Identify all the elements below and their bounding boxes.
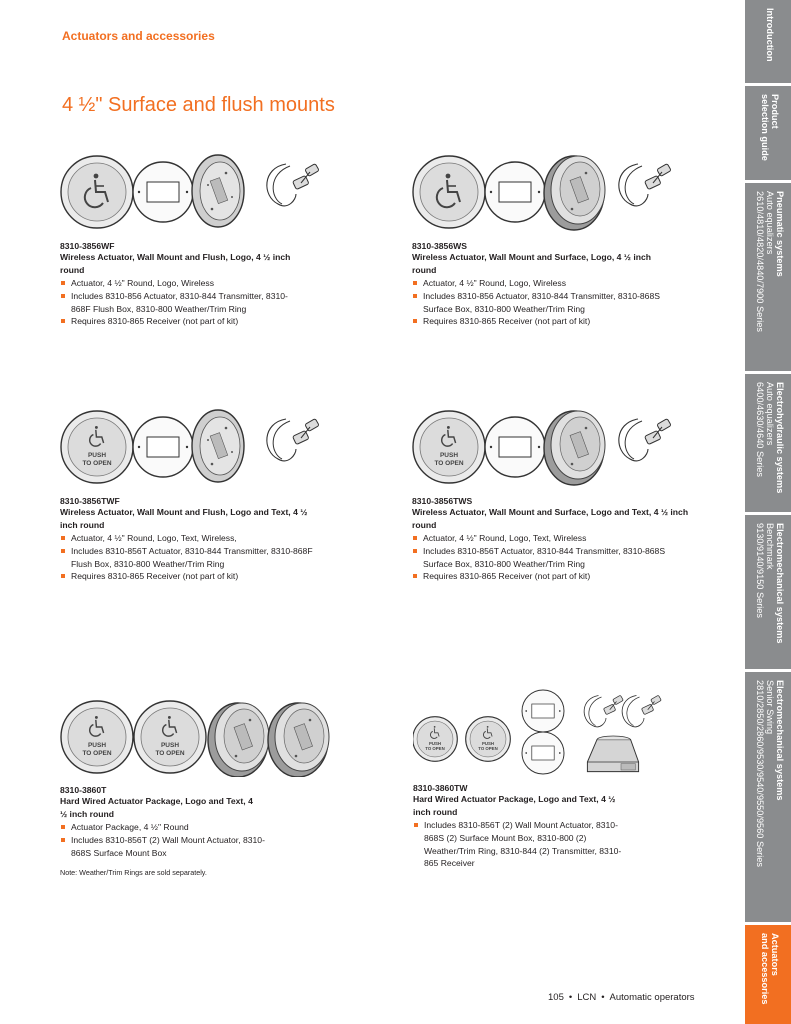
flush-box-image (192, 155, 244, 227)
product-description: Wireless Actuator, Wall Mount and Surface, Logo and Text, 4 ½ inch round (412, 507, 689, 530)
page-number: 105 (548, 992, 564, 1003)
surface-box-image (544, 156, 605, 230)
surface-box-image (544, 411, 605, 485)
svg-text:PUSH: PUSH (160, 742, 180, 749)
feature-item: Actuator, 4 ½" Round, Logo, Wireless (60, 277, 360, 290)
feature-item: Actuator, 4 ½" Round, Logo, Text, Wireless (412, 532, 712, 545)
feature-item: Requires 8310-865 Receiver (not part of kit) (412, 315, 712, 328)
product-images (412, 152, 712, 232)
note-text: Note: Weather/Trim Rings are sold separately. (60, 868, 207, 878)
svg-text:TO OPEN: TO OPEN (82, 460, 112, 467)
product-illustration (60, 407, 320, 487)
feature-item: Actuator, 4 ½" Round, Logo, Text, Wireless, (60, 532, 360, 545)
section-label: Actuators and accessories (62, 29, 215, 43)
trim-ring-image (522, 732, 564, 774)
product-images (413, 686, 713, 777)
product-images (412, 407, 712, 487)
separator: • (568, 992, 573, 1003)
product-number: 8310-3856WS (412, 241, 467, 251)
surface-box-image (208, 703, 269, 777)
tab-electrohydraulic-systems[interactable] (745, 374, 791, 512)
feature-item: Includes 8310-856T Actuator, 8310-844 Transmitter, 8310-868S Surface Box, 8310-800 Weather/Trim Ring (412, 545, 674, 570)
trim-ring-image (485, 162, 545, 222)
product-description: Wireless Actuator, Wall Mount and Flush, Logo, 4 ½ inch round (60, 252, 291, 275)
trim-ring-image (485, 417, 545, 477)
trim-ring-image (133, 417, 193, 477)
tab-subtitle: 2810/2850/2860/9530/9540/9550/9560 Series (754, 680, 765, 867)
feature-item: Requires 8310-865 Receiver (not part of kit) (60, 315, 360, 328)
product-features (412, 277, 712, 328)
logo-text-button-image (61, 411, 133, 483)
tab-subtitle: Auto equalizers (764, 382, 775, 446)
tab-product-selection-guide[interactable] (745, 86, 791, 180)
product-number: 8310-3856WF (60, 241, 115, 251)
tab-title: Pneumatic systems (775, 191, 785, 277)
tab-title: Electrohydraulic systems (775, 382, 785, 494)
product-features (412, 532, 712, 583)
product-illustration (60, 152, 320, 232)
tab-subtitle: Auto equalizers (764, 191, 775, 255)
transmitter-image (622, 695, 661, 727)
separator: • (601, 992, 605, 1003)
product-images (60, 697, 360, 777)
logo-button-image (61, 156, 133, 228)
transmitter-image (267, 164, 319, 206)
product-description: Wireless Actuator, Wall Mount and Flush, Logo and Text, 4 ½ inch round (60, 507, 308, 530)
tab-pneumatic-systems[interactable] (745, 183, 791, 371)
product-images (60, 152, 360, 232)
tab-subtitle: 6400/4630/4640 Series (754, 382, 765, 478)
feature-item: Actuator Package, 4 ½" Round (60, 821, 360, 834)
product-8310-3856tws (412, 407, 712, 583)
product-number: 8310-3856TWF (60, 496, 120, 506)
product-features (60, 532, 360, 583)
tab-title: Electromechanical systems (775, 523, 785, 644)
feature-item: Includes 8310-856 Actuator, 8310-844 Transmitter, 8310-868F Flush Box, 8310-800 Weather/Trim Ring (60, 290, 305, 315)
svg-text:PUSH: PUSH (428, 741, 442, 747)
tab-title: Introduction (765, 8, 775, 62)
tab-subtitle: Benchmark (764, 523, 775, 570)
feature-item: Actuator, 4 ½" Round, Logo, Wireless (412, 277, 712, 290)
product-features (60, 821, 360, 859)
page-footer (548, 992, 695, 1003)
svg-text:TO OPEN: TO OPEN (425, 746, 445, 752)
transmitter-image (584, 695, 623, 727)
svg-text:TO OPEN: TO OPEN (434, 460, 464, 467)
section-tabs (745, 0, 791, 1024)
tab-subtitle: 9130/9140/9150 Series (754, 523, 765, 619)
tab-subtitle: 2610/4810/4820/4840/7900 Series (754, 191, 765, 332)
logo-text-button-image (413, 717, 457, 762)
product-description: Hard Wired Actuator Package, Logo and Text, 4 ½ inch round (60, 796, 253, 819)
product-8310-3856twf (60, 407, 360, 583)
logo-text-button-image (466, 717, 511, 762)
tab-electromechanical-benchmark[interactable] (745, 515, 791, 669)
product-number: 8310-3860TW (413, 783, 468, 793)
transmitter-image (267, 419, 319, 461)
tab-actuators-and-accessories[interactable] (745, 925, 791, 1024)
svg-text:PUSH: PUSH (87, 742, 107, 749)
feature-item: Requires 8310-865 Receiver (not part of kit) (412, 570, 712, 583)
product-description: Hard Wired Actuator Package, Logo and Text, 4 ½ inch round (413, 794, 616, 817)
logo-text-button-image (61, 701, 133, 773)
transmitter-image (619, 419, 671, 461)
feature-item: Requires 8310-865 Receiver (not part of kit) (60, 570, 360, 583)
tab-title: Product (770, 94, 780, 129)
logo-button-image (413, 156, 485, 228)
product-description: Wireless Actuator, Wall Mount and Surface, Logo, 4 ½ inch round (412, 252, 651, 275)
tab-electromechanical-senior-swing[interactable] (745, 672, 791, 922)
trim-ring-image (133, 162, 193, 222)
product-illustration (412, 152, 672, 232)
product-illustration (413, 686, 673, 778)
logo-text-button-image (413, 411, 485, 483)
product-number: 8310-3856TWS (412, 496, 473, 506)
logo-text-button-image (134, 701, 206, 773)
product-8310-3860tw (413, 686, 713, 870)
tab-subtitle: selection guide (759, 94, 770, 161)
tab-subtitle: Senior Swing (764, 680, 775, 735)
feature-item: Includes 8310-856T Actuator, 8310-844 Transmitter, 8310-868F Flush Box, 8310-800 Weather/Trim Ring (60, 545, 322, 570)
product-features (413, 819, 713, 870)
footer-brand: LCN (577, 992, 597, 1003)
feature-item: Includes 8310-856T (2) Wall Mount Actuator, 8310-868S Surface Mount Box (60, 834, 270, 859)
flush-box-image (192, 410, 244, 482)
svg-text:PUSH: PUSH (439, 452, 459, 459)
transmitter-image (619, 164, 671, 206)
product-8310-3856wf (60, 152, 360, 328)
svg-text:PUSH: PUSH (481, 741, 495, 747)
svg-text:TO OPEN: TO OPEN (478, 746, 498, 752)
product-number: 8310-3860T (60, 785, 107, 795)
surface-box-image (268, 703, 329, 777)
product-features (60, 277, 360, 328)
svg-text:PUSH: PUSH (87, 452, 107, 459)
feature-item: Includes 8310-856T (2) Wall Mount Actuator, 8310-868S (2) Surface Mount Box, 8310-800 (2) Weather/Trim Ring, 8310-844 (2) Transmitter, 8310-865 Receiver (413, 819, 631, 870)
feature-item: Includes 8310-856 Actuator, 8310-844 Transmitter, 8310-868S Surface Box, 8310-800 Weather/Trim Ring (412, 290, 674, 315)
product-illustration (412, 407, 672, 487)
product-illustration (60, 697, 330, 777)
product-8310-3860t (60, 697, 360, 877)
svg-text:TO OPEN: TO OPEN (82, 750, 112, 757)
tab-title: Electromechanical systems (775, 680, 785, 801)
trim-ring-image (522, 690, 564, 732)
tab-title: Actuators (770, 933, 780, 976)
tab-subtitle: and accessories (759, 933, 770, 1005)
svg-text:TO OPEN: TO OPEN (155, 750, 185, 757)
page-title: 4 ½" Surface and flush mounts (62, 94, 335, 116)
tab-introduction[interactable] (745, 0, 791, 83)
footer-category: Automatic operators (609, 992, 695, 1003)
product-images (60, 407, 360, 487)
receiver-image (587, 736, 638, 772)
product-8310-3856ws (412, 152, 712, 328)
